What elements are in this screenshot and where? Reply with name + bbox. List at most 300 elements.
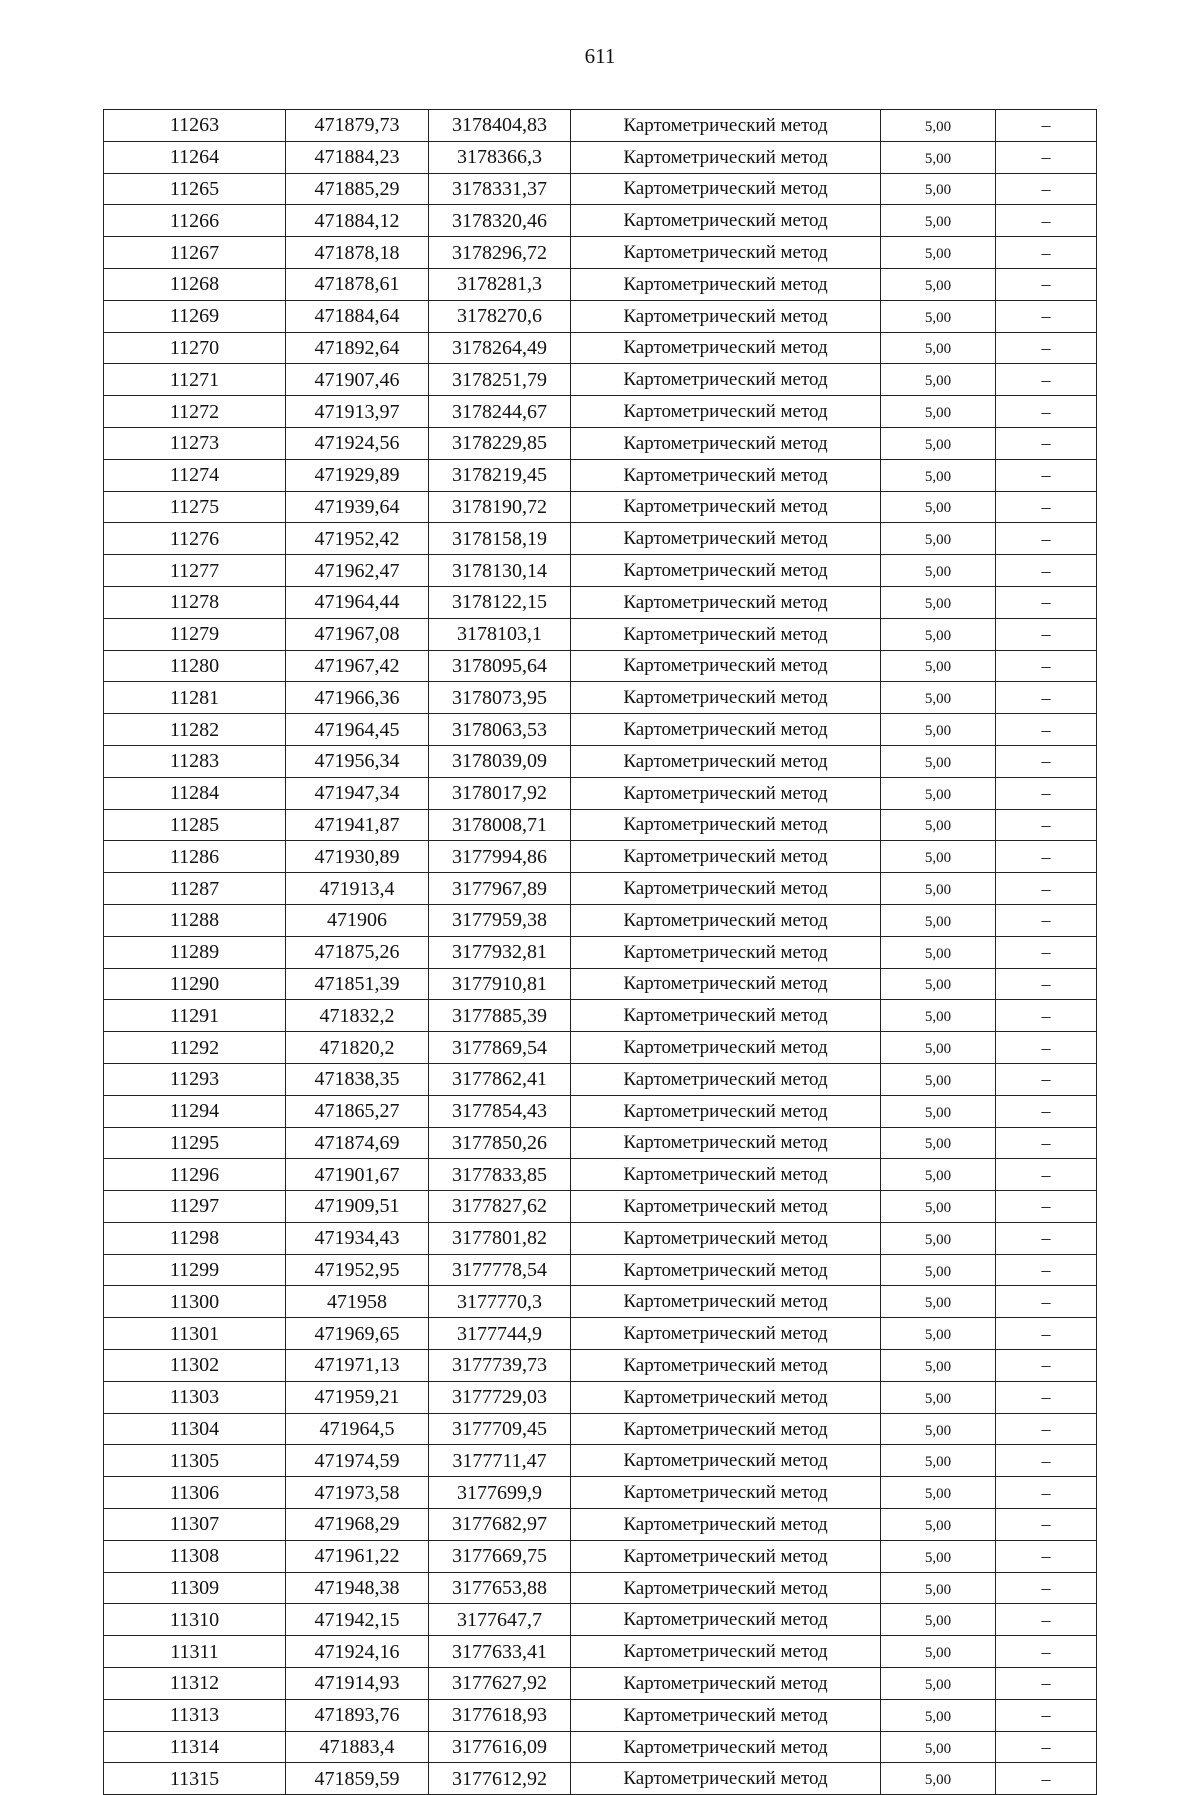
table-row <box>104 110 1097 142</box>
x-coordinate-cell: 471874,69 <box>286 1127 429 1159</box>
precision-cell: 5,00 <box>881 777 996 809</box>
x-coordinate-cell: 471964,45 <box>286 714 429 746</box>
precision-cell: 5,00 <box>881 1413 996 1445</box>
method-cell: Картометрический метод <box>571 650 881 682</box>
method-cell: Картометрический метод <box>571 1032 881 1064</box>
note-cell: – <box>996 1731 1097 1763</box>
note-cell: – <box>996 491 1097 523</box>
precision-cell: 5,00 <box>881 873 996 905</box>
table-row <box>104 427 1097 459</box>
note-cell: – <box>996 1604 1097 1636</box>
table-row <box>104 904 1097 936</box>
point-number-cell: 11314 <box>104 1731 286 1763</box>
table-row <box>104 1286 1097 1318</box>
precision-cell: 5,00 <box>881 1604 996 1636</box>
method-cell: Картометрический метод <box>571 745 881 777</box>
x-coordinate-cell: 471865,27 <box>286 1095 429 1127</box>
method-cell: Картометрический метод <box>571 1095 881 1127</box>
precision-cell: 5,00 <box>881 141 996 173</box>
method-cell: Картометрический метод <box>571 110 881 142</box>
method-cell: Картометрический метод <box>571 237 881 269</box>
x-coordinate-cell: 471941,87 <box>286 809 429 841</box>
table-row <box>104 1572 1097 1604</box>
point-number-cell: 11299 <box>104 1254 286 1286</box>
note-cell: – <box>996 1413 1097 1445</box>
point-number-cell: 11276 <box>104 523 286 555</box>
method-cell: Картометрический метод <box>571 332 881 364</box>
method-cell: Картометрический метод <box>571 396 881 428</box>
note-cell: – <box>996 618 1097 650</box>
x-coordinate-cell: 471966,36 <box>286 682 429 714</box>
point-number-cell: 11269 <box>104 300 286 332</box>
point-number-cell: 11264 <box>104 141 286 173</box>
table-row <box>104 586 1097 618</box>
table-row <box>104 173 1097 205</box>
x-coordinate-cell: 471892,64 <box>286 332 429 364</box>
y-coordinate-cell: 3177801,82 <box>429 1222 571 1254</box>
table-row <box>104 205 1097 237</box>
method-cell: Картометрический метод <box>571 1572 881 1604</box>
x-coordinate-cell: 471838,35 <box>286 1063 429 1095</box>
y-coordinate-cell: 3177885,39 <box>429 1000 571 1032</box>
y-coordinate-cell: 3178017,92 <box>429 777 571 809</box>
x-coordinate-cell: 471973,58 <box>286 1477 429 1509</box>
precision-cell: 5,00 <box>881 809 996 841</box>
point-number-cell: 11311 <box>104 1636 286 1668</box>
y-coordinate-cell: 3178244,67 <box>429 396 571 428</box>
note-cell: – <box>996 650 1097 682</box>
precision-cell: 5,00 <box>881 491 996 523</box>
note-cell: – <box>996 237 1097 269</box>
point-number-cell: 11270 <box>104 332 286 364</box>
method-cell: Картометрический метод <box>571 809 881 841</box>
point-number-cell: 11278 <box>104 586 286 618</box>
note-cell: – <box>996 300 1097 332</box>
method-cell: Картометрический метод <box>571 714 881 746</box>
point-number-cell: 11308 <box>104 1540 286 1572</box>
table-row <box>104 1159 1097 1191</box>
precision-cell: 5,00 <box>881 1032 996 1064</box>
note-cell: – <box>996 586 1097 618</box>
note-cell: – <box>996 968 1097 1000</box>
point-number-cell: 11267 <box>104 237 286 269</box>
method-cell: Картометрический метод <box>571 268 881 300</box>
point-number-cell: 11290 <box>104 968 286 1000</box>
note-cell: – <box>996 459 1097 491</box>
point-number-cell: 11285 <box>104 809 286 841</box>
method-cell: Картометрический метод <box>571 1381 881 1413</box>
x-coordinate-cell: 471959,21 <box>286 1381 429 1413</box>
precision-cell: 5,00 <box>881 1381 996 1413</box>
precision-cell: 5,00 <box>881 173 996 205</box>
table-row <box>104 332 1097 364</box>
method-cell: Картометрический метод <box>571 1318 881 1350</box>
note-cell: – <box>996 1000 1097 1032</box>
method-cell: Картометрический метод <box>571 1254 881 1286</box>
point-number-cell: 11289 <box>104 936 286 968</box>
point-number-cell: 11315 <box>104 1763 286 1795</box>
note-cell: – <box>996 396 1097 428</box>
table-row <box>104 1222 1097 1254</box>
note-cell: – <box>996 777 1097 809</box>
method-cell: Картометрический метод <box>571 936 881 968</box>
x-coordinate-cell: 471859,59 <box>286 1763 429 1795</box>
note-cell: – <box>996 1127 1097 1159</box>
precision-cell: 5,00 <box>881 682 996 714</box>
y-coordinate-cell: 3177932,81 <box>429 936 571 968</box>
point-number-cell: 11263 <box>104 110 286 142</box>
point-number-cell: 11302 <box>104 1350 286 1382</box>
table-row <box>104 1063 1097 1095</box>
point-number-cell: 11287 <box>104 873 286 905</box>
y-coordinate-cell: 3178103,1 <box>429 618 571 650</box>
table-row <box>104 1699 1097 1731</box>
x-coordinate-cell: 471952,42 <box>286 523 429 555</box>
note-cell: – <box>996 1095 1097 1127</box>
x-coordinate-cell: 471884,12 <box>286 205 429 237</box>
precision-cell: 5,00 <box>881 904 996 936</box>
x-coordinate-cell: 471967,42 <box>286 650 429 682</box>
precision-cell: 5,00 <box>881 332 996 364</box>
x-coordinate-cell: 471961,22 <box>286 1540 429 1572</box>
method-cell: Картометрический метод <box>571 491 881 523</box>
note-cell: – <box>996 1699 1097 1731</box>
precision-cell: 5,00 <box>881 714 996 746</box>
y-coordinate-cell: 3178039,09 <box>429 745 571 777</box>
precision-cell: 5,00 <box>881 300 996 332</box>
y-coordinate-cell: 3177618,93 <box>429 1699 571 1731</box>
point-number-cell: 11281 <box>104 682 286 714</box>
y-coordinate-cell: 3178190,72 <box>429 491 571 523</box>
precision-cell: 5,00 <box>881 1477 996 1509</box>
x-coordinate-cell: 471952,95 <box>286 1254 429 1286</box>
precision-cell: 5,00 <box>881 1095 996 1127</box>
y-coordinate-cell: 3178008,71 <box>429 809 571 841</box>
x-coordinate-cell: 471913,97 <box>286 396 429 428</box>
y-coordinate-cell: 3177862,41 <box>429 1063 571 1095</box>
x-coordinate-cell: 471883,4 <box>286 1731 429 1763</box>
y-coordinate-cell: 3177739,73 <box>429 1350 571 1382</box>
x-coordinate-cell: 471969,65 <box>286 1318 429 1350</box>
y-coordinate-cell: 3177633,41 <box>429 1636 571 1668</box>
x-coordinate-cell: 471878,61 <box>286 268 429 300</box>
table-row <box>104 809 1097 841</box>
method-cell: Картометрический метод <box>571 205 881 237</box>
x-coordinate-cell: 471901,67 <box>286 1159 429 1191</box>
point-number-cell: 11304 <box>104 1413 286 1445</box>
table-row <box>104 1636 1097 1668</box>
x-coordinate-cell: 471948,38 <box>286 1572 429 1604</box>
x-coordinate-cell: 471962,47 <box>286 555 429 587</box>
note-cell: – <box>996 1286 1097 1318</box>
method-cell: Картометрический метод <box>571 427 881 459</box>
precision-cell: 5,00 <box>881 427 996 459</box>
point-number-cell: 11273 <box>104 427 286 459</box>
precision-cell: 5,00 <box>881 1763 996 1795</box>
point-number-cell: 11288 <box>104 904 286 936</box>
x-coordinate-cell: 471958 <box>286 1286 429 1318</box>
table-row <box>104 1254 1097 1286</box>
x-coordinate-cell: 471971,13 <box>286 1350 429 1382</box>
method-cell: Картометрический метод <box>571 1699 881 1731</box>
y-coordinate-cell: 3177778,54 <box>429 1254 571 1286</box>
method-cell: Картометрический метод <box>571 904 881 936</box>
y-coordinate-cell: 3178404,83 <box>429 110 571 142</box>
precision-cell: 5,00 <box>881 586 996 618</box>
x-coordinate-cell: 471968,29 <box>286 1509 429 1541</box>
note-cell: – <box>996 427 1097 459</box>
x-coordinate-cell: 471909,51 <box>286 1191 429 1223</box>
table-row <box>104 1381 1097 1413</box>
y-coordinate-cell: 3177967,89 <box>429 873 571 905</box>
point-number-cell: 11292 <box>104 1032 286 1064</box>
x-coordinate-cell: 471893,76 <box>286 1699 429 1731</box>
precision-cell: 5,00 <box>881 936 996 968</box>
y-coordinate-cell: 3177711,47 <box>429 1445 571 1477</box>
x-coordinate-cell: 471820,2 <box>286 1032 429 1064</box>
table-row <box>104 745 1097 777</box>
method-cell: Картометрический метод <box>571 1604 881 1636</box>
table-row <box>104 555 1097 587</box>
x-coordinate-cell: 471924,16 <box>286 1636 429 1668</box>
note-cell: – <box>996 205 1097 237</box>
method-cell: Картометрический метод <box>571 873 881 905</box>
y-coordinate-cell: 3177699,9 <box>429 1477 571 1509</box>
y-coordinate-cell: 3177770,3 <box>429 1286 571 1318</box>
point-number-cell: 11297 <box>104 1191 286 1223</box>
note-cell: – <box>996 268 1097 300</box>
x-coordinate-cell: 471832,2 <box>286 1000 429 1032</box>
method-cell: Картометрический метод <box>571 1350 881 1382</box>
method-cell: Картометрический метод <box>571 300 881 332</box>
note-cell: – <box>996 1668 1097 1700</box>
precision-cell: 5,00 <box>881 1254 996 1286</box>
method-cell: Картометрический метод <box>571 1636 881 1668</box>
point-number-cell: 11284 <box>104 777 286 809</box>
x-coordinate-cell: 471913,4 <box>286 873 429 905</box>
table-row <box>104 1604 1097 1636</box>
precision-cell: 5,00 <box>881 1731 996 1763</box>
point-number-cell: 11312 <box>104 1668 286 1700</box>
note-cell: – <box>996 1572 1097 1604</box>
y-coordinate-cell: 3178122,15 <box>429 586 571 618</box>
point-number-cell: 11291 <box>104 1000 286 1032</box>
precision-cell: 5,00 <box>881 1063 996 1095</box>
x-coordinate-cell: 471851,39 <box>286 968 429 1000</box>
table-row <box>104 141 1097 173</box>
table-row <box>104 714 1097 746</box>
x-coordinate-cell: 471942,15 <box>286 1604 429 1636</box>
point-number-cell: 11277 <box>104 555 286 587</box>
y-coordinate-cell: 3178251,79 <box>429 364 571 396</box>
note-cell: – <box>996 1509 1097 1541</box>
method-cell: Картометрический метод <box>571 1445 881 1477</box>
point-number-cell: 11306 <box>104 1477 286 1509</box>
y-coordinate-cell: 3178296,72 <box>429 237 571 269</box>
x-coordinate-cell: 471964,44 <box>286 586 429 618</box>
point-number-cell: 11301 <box>104 1318 286 1350</box>
table-row <box>104 777 1097 809</box>
y-coordinate-cell: 3178095,64 <box>429 650 571 682</box>
table-row <box>104 523 1097 555</box>
x-coordinate-cell: 471879,73 <box>286 110 429 142</box>
note-cell: – <box>996 1254 1097 1286</box>
table-row <box>104 968 1097 1000</box>
y-coordinate-cell: 3178073,95 <box>429 682 571 714</box>
table-row <box>104 1032 1097 1064</box>
method-cell: Картометрический метод <box>571 1763 881 1795</box>
y-coordinate-cell: 3177827,62 <box>429 1191 571 1223</box>
y-coordinate-cell: 3178219,45 <box>429 459 571 491</box>
method-cell: Картометрический метод <box>571 459 881 491</box>
method-cell: Картометрический метод <box>571 173 881 205</box>
method-cell: Картометрический метод <box>571 555 881 587</box>
y-coordinate-cell: 3178281,3 <box>429 268 571 300</box>
y-coordinate-cell: 3178320,46 <box>429 205 571 237</box>
precision-cell: 5,00 <box>881 650 996 682</box>
note-cell: – <box>996 364 1097 396</box>
precision-cell: 5,00 <box>881 745 996 777</box>
note-cell: – <box>996 1636 1097 1668</box>
precision-cell: 5,00 <box>881 1191 996 1223</box>
note-cell: – <box>996 841 1097 873</box>
note-cell: – <box>996 1191 1097 1223</box>
precision-cell: 5,00 <box>881 364 996 396</box>
table-row <box>104 873 1097 905</box>
table-row <box>104 682 1097 714</box>
x-coordinate-cell: 471956,34 <box>286 745 429 777</box>
precision-cell: 5,00 <box>881 1572 996 1604</box>
x-coordinate-cell: 471964,5 <box>286 1413 429 1445</box>
note-cell: – <box>996 110 1097 142</box>
table-row <box>104 1000 1097 1032</box>
table-row <box>104 459 1097 491</box>
y-coordinate-cell: 3178264,49 <box>429 332 571 364</box>
method-cell: Картометрический метод <box>571 1668 881 1700</box>
x-coordinate-cell: 471924,56 <box>286 427 429 459</box>
table-row <box>104 396 1097 428</box>
point-number-cell: 11282 <box>104 714 286 746</box>
method-cell: Картометрический метод <box>571 586 881 618</box>
precision-cell: 5,00 <box>881 1636 996 1668</box>
method-cell: Картометрический метод <box>571 841 881 873</box>
coordinates-table-body <box>104 110 1097 1795</box>
point-number-cell: 11295 <box>104 1127 286 1159</box>
note-cell: – <box>996 523 1097 555</box>
table-row <box>104 1127 1097 1159</box>
table-row <box>104 1350 1097 1382</box>
note-cell: – <box>996 873 1097 905</box>
point-number-cell: 11286 <box>104 841 286 873</box>
precision-cell: 5,00 <box>881 523 996 555</box>
method-cell: Картометрический метод <box>571 1159 881 1191</box>
table-row <box>104 1413 1097 1445</box>
table-row <box>104 1731 1097 1763</box>
y-coordinate-cell: 3177612,92 <box>429 1763 571 1795</box>
note-cell: – <box>996 682 1097 714</box>
precision-cell: 5,00 <box>881 1318 996 1350</box>
precision-cell: 5,00 <box>881 968 996 1000</box>
y-coordinate-cell: 3177669,75 <box>429 1540 571 1572</box>
point-number-cell: 11310 <box>104 1604 286 1636</box>
point-number-cell: 11296 <box>104 1159 286 1191</box>
x-coordinate-cell: 471884,64 <box>286 300 429 332</box>
y-coordinate-cell: 3177744,9 <box>429 1318 571 1350</box>
table-row <box>104 650 1097 682</box>
note-cell: – <box>996 936 1097 968</box>
method-cell: Картометрический метод <box>571 1222 881 1254</box>
y-coordinate-cell: 3177616,09 <box>429 1731 571 1763</box>
y-coordinate-cell: 3178229,85 <box>429 427 571 459</box>
table-row <box>104 936 1097 968</box>
y-coordinate-cell: 3177709,45 <box>429 1413 571 1445</box>
point-number-cell: 11272 <box>104 396 286 428</box>
x-coordinate-cell: 471885,29 <box>286 173 429 205</box>
x-coordinate-cell: 471934,43 <box>286 1222 429 1254</box>
precision-cell: 5,00 <box>881 237 996 269</box>
precision-cell: 5,00 <box>881 1127 996 1159</box>
method-cell: Картометрический метод <box>571 618 881 650</box>
y-coordinate-cell: 3177994,86 <box>429 841 571 873</box>
method-cell: Картометрический метод <box>571 1127 881 1159</box>
point-number-cell: 11293 <box>104 1063 286 1095</box>
note-cell: – <box>996 745 1097 777</box>
y-coordinate-cell: 3177854,43 <box>429 1095 571 1127</box>
note-cell: – <box>996 1540 1097 1572</box>
y-coordinate-cell: 3177729,03 <box>429 1381 571 1413</box>
precision-cell: 5,00 <box>881 1159 996 1191</box>
point-number-cell: 11305 <box>104 1445 286 1477</box>
point-number-cell: 11298 <box>104 1222 286 1254</box>
note-cell: – <box>996 714 1097 746</box>
y-coordinate-cell: 3177682,97 <box>429 1509 571 1541</box>
y-coordinate-cell: 3178158,19 <box>429 523 571 555</box>
table-row <box>104 1763 1097 1795</box>
table-row <box>104 1509 1097 1541</box>
method-cell: Картометрический метод <box>571 968 881 1000</box>
point-number-cell: 11274 <box>104 459 286 491</box>
x-coordinate-cell: 471939,64 <box>286 491 429 523</box>
note-cell: – <box>996 809 1097 841</box>
page-number: 611 <box>584 44 616 68</box>
note-cell: – <box>996 1477 1097 1509</box>
table-row <box>104 1445 1097 1477</box>
precision-cell: 5,00 <box>881 1350 996 1382</box>
note-cell: – <box>996 1159 1097 1191</box>
y-coordinate-cell: 3178130,14 <box>429 555 571 587</box>
x-coordinate-cell: 471930,89 <box>286 841 429 873</box>
precision-cell: 5,00 <box>881 1286 996 1318</box>
point-number-cell: 11283 <box>104 745 286 777</box>
point-number-cell: 11300 <box>104 1286 286 1318</box>
table-row <box>104 1540 1097 1572</box>
precision-cell: 5,00 <box>881 1509 996 1541</box>
y-coordinate-cell: 3177627,92 <box>429 1668 571 1700</box>
table-row <box>104 618 1097 650</box>
method-cell: Картометрический метод <box>571 141 881 173</box>
y-coordinate-cell: 3177833,85 <box>429 1159 571 1191</box>
method-cell: Картометрический метод <box>571 364 881 396</box>
precision-cell: 5,00 <box>881 396 996 428</box>
method-cell: Картометрический метод <box>571 1413 881 1445</box>
note-cell: – <box>996 332 1097 364</box>
point-number-cell: 11307 <box>104 1509 286 1541</box>
table-row <box>104 268 1097 300</box>
point-number-cell: 11280 <box>104 650 286 682</box>
point-number-cell: 11266 <box>104 205 286 237</box>
note-cell: – <box>996 1350 1097 1382</box>
table-row <box>104 1318 1097 1350</box>
